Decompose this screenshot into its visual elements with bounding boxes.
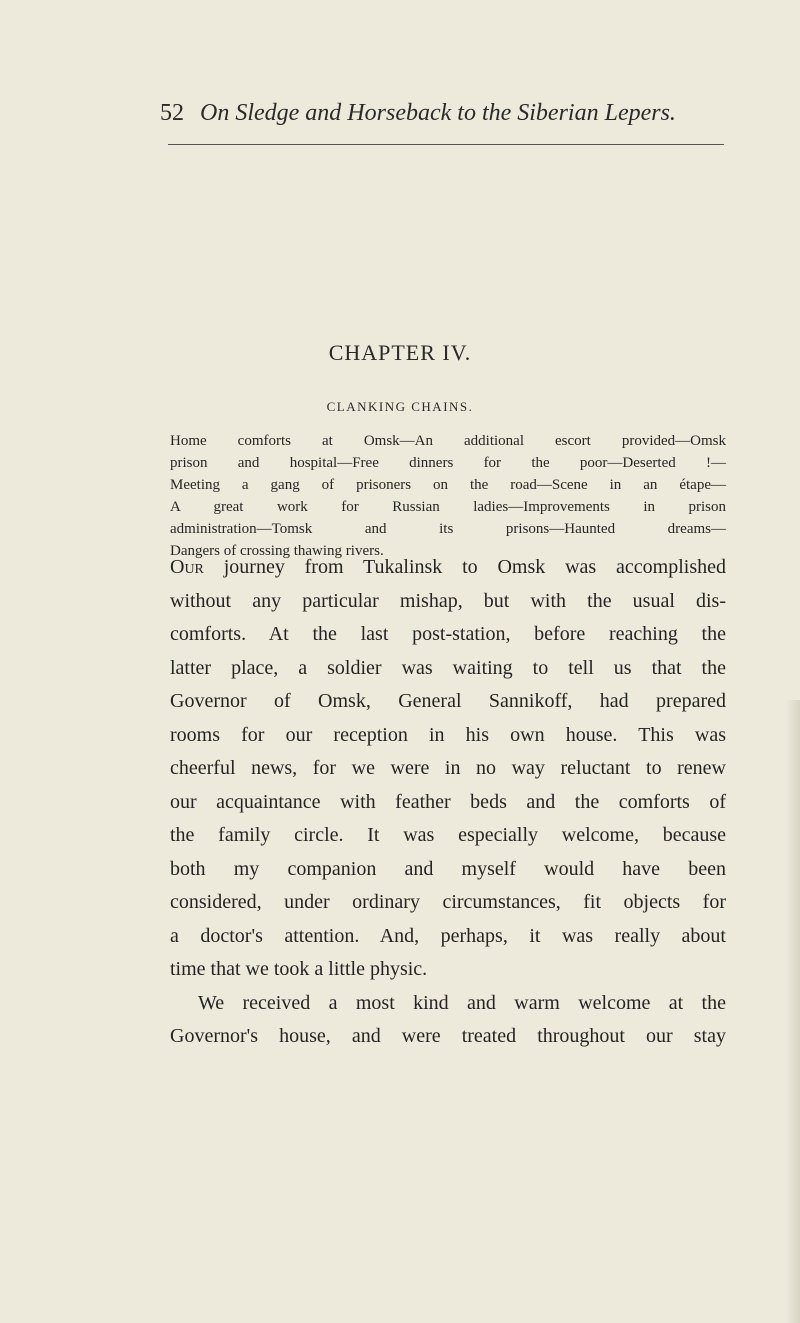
synopsis-line: Meeting a gang of prisoners on the road—Scene in an étape—: [170, 477, 726, 493]
chapter-synopsis: [170, 430, 726, 562]
body-line-rest: journey from Tukalinsk to Omsk was accomplished: [203, 556, 726, 578]
synopsis-line: Home comforts at Omsk—An additional escort provided—Omsk: [170, 433, 726, 449]
body-line: rooms for our reception in his own house. This was: [170, 723, 726, 746]
body-line: a doctor's attention. And, perhaps, it was really about: [170, 924, 726, 947]
body-line-first: [170, 551, 726, 585]
running-title: On Sledge and Horseback to the Siberian Lepers.: [200, 100, 676, 126]
body-line: considered, under ordinary circumstances, fit objects for: [170, 891, 726, 913]
header-rule: [168, 144, 724, 145]
page-number: 52: [160, 100, 184, 126]
body-line: latter place, a soldier was waiting to tell us that the: [170, 656, 726, 679]
synopsis-line: A great work for Russian ladies—Improvements in prison: [170, 499, 726, 515]
body-line: our acquaintance with feather beds and the comforts of: [170, 790, 726, 813]
synopsis-line: administration—Tomsk and its prisons—Haunted dreams—: [170, 521, 726, 537]
body-line: We received a most kind and warm welcome at the: [198, 991, 726, 1014]
chapter-heading: CHAPTER IV.: [328, 340, 472, 365]
body-line: without any particular mishap, but with the usual dis-: [170, 589, 726, 612]
body-line: Governor of Omsk, General Sannikoff, had prepared: [170, 690, 726, 712]
page-edge-shadow: [786, 700, 800, 1323]
body-line: time that we took a little physic.: [170, 958, 428, 980]
synopsis-line: prison and hospital—Free dinners for the poor—Deserted !—: [170, 455, 726, 471]
body-text: [170, 551, 726, 1054]
chapter-title: CLANKING CHAINS.: [326, 399, 474, 414]
body-line: cheerful news, for we were in no way reluctant to renew: [170, 757, 726, 779]
body-line: comforts. At the last post-station, before reaching the: [170, 623, 726, 645]
body-line: the family circle. It was especially welcome, because: [170, 824, 726, 846]
body-line: Governor's house, and were treated throughout our stay: [170, 1025, 726, 1047]
body-line: both my companion and myself would have been: [170, 857, 726, 880]
drop-word: Our: [170, 556, 204, 578]
running-head: [160, 100, 720, 127]
synopsis-line: Dangers of crossing thawing rivers.: [170, 543, 384, 559]
